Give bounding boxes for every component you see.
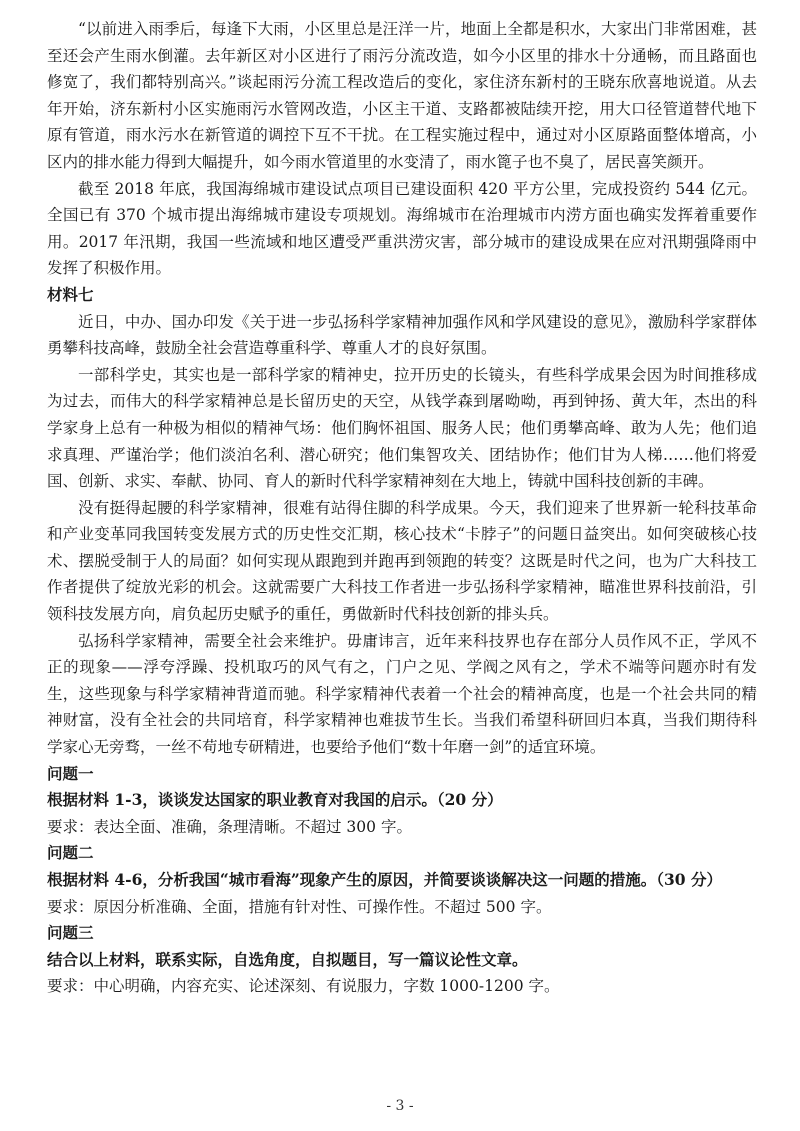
question-1-requirement: 要求：表达全面、准确，条理清晰。不超过 300 字。 xyxy=(47,817,412,836)
question-2-requirement: 要求：原因分析准确、全面，措施有针对性、可操作性。不超过 500 字。 xyxy=(47,897,552,916)
question-3-prompt: 结合以上材料，联系实际，自选角度，自拟题目，写一篇议论性文章。 xyxy=(47,949,528,969)
material-7-heading: 材料七 xyxy=(47,284,94,304)
material-7-paragraph: 弘扬科学家精神，需要全社会来维护。毋庸讳言，近年来科技界也存在部分人员作风不正，学风不正的现象——浮夸浮躁、投机取巧的风气有之，门户之见、学阀之风有之，学术不端等问题亦时有发生，这些现象与科学家精神背道而驰。科学家精神代表着一个社会的精神高度，也是一个社会共同的精神财富，没有全社会的共同培育，科学家精神也难拔节生长。当我们希望科研回归本真，当我们期待科学家心无旁骛，一丝不苟地专研精进，也要给予他们“数十年磨一剑”的适宜环境。 xyxy=(47,631,757,757)
material-7-paragraph: 没有挺得起腰的科学家精神，很难有站得住脚的科学成果。今天，我们迎来了世界新一轮科技革命和产业变革同我国转变发展方式的历史性交汇期，核心技术“卡脖子”的问题日益突出。如何突破核心技术、摆脱受制于人的局面？如何实现从跟跑到并跑再到领跑的转变？这既是时代之问，也为广大科技工作者提供了绽放光彩的机会。这就需要广大科技工作者进一步弘扬科学家精神，瞄准世界科技前沿，引领科技发展方向，肩负起历史赋予的重任，勇做新时代科技创新的排头兵。 xyxy=(47,498,757,624)
page-number: - 3 - xyxy=(386,1098,414,1114)
question-2-prompt: 根据材料 4-6，分析我国“城市看海”现象产生的原因，并简要谈谈解决这一问题的措施。（30 分） xyxy=(47,870,722,889)
document-page xyxy=(47,16,757,1000)
question-2-heading: 问题二 xyxy=(47,843,94,863)
question-1-heading: 问题一 xyxy=(47,763,94,783)
question-3-heading: 问题三 xyxy=(47,923,94,943)
material-7-paragraph: 一部科学史，其实也是一部科学家的精神史，拉开历史的长镜头，有些科学成果会因为时间推移成为过去，而伟大的科学家精神总是长留历史的天空，从钱学森到屠呦呦，再到钟扬、黄大年，杰出的科学家身上总有一种极为相似的精神气场：他们胸怀祖国、服务人民；他们勇攀高峰、敢为人先；他们追求真理、严谨治学；他们淡泊名利、潜心研究；他们集智攻关、团结协作；他们甘为人梯……他们将爱国、创新、求实、奉献、协同、育人的新时代科学家精神刻在大地上，铸就中国科技创新的丰碑。 xyxy=(47,365,757,491)
paragraph-residents-quote: “以前进入雨季后，每逢下大雨，小区里总是汪洋一片，地面上全都是积水，大家出门非常困难，甚至还会产生雨水倒灌。去年新区对小区进行了雨污分流改造，如今小区里的排水十分通畅，而且路面也修宽了，我们都特别高兴。”谈起雨污分流工程改造后的变化，家住济东新村的王晓东欣喜地说道。从去年开始，济东新村小区实施雨污水管网改造，小区主干道、支路都被陆续开挖，用大口径管道替代地下原有管道，雨水污水在新管道的调控下互不干扰。在工程实施过程中，通过对小区原路面整体增高，小区内的排水能力得到大幅提升，如今雨水管道里的水变清了，雨水篦子也不臭了，居民喜笑颜开。 xyxy=(47,20,757,171)
question-3-requirement: 要求：中心明确，内容充实、论述深刻、有说服力，字数 1000-1200 字。 xyxy=(47,977,560,996)
paragraph-sponge-city-stats: 截至 2018 年底，我国海绵城市建设试点项目已建设面积 420 平方公里，完成投资约 544 亿元。全国已有 370 个城市提出海绵城市建设专项规划。海绵城市在治理城市内涝方面也确实发挥着重要作用。2017 年汛期，我国一些流域和地区遭受严重洪涝灾害，部分城市的建设成果在应对汛期强降雨中发挥了积极作用。 xyxy=(47,179,757,278)
question-1-prompt: 根据材料 1-3，谈谈发达国家的职业教育对我国的启示。（20 分） xyxy=(47,790,503,810)
material-7-paragraph: 近日，中办、国办印发《关于进一步弘扬科学家精神加强作风和学风建设的意见》，激励科学家群体勇攀科技高峰，鼓励全社会营造尊重科学、尊重人才的良好氛围。 xyxy=(47,312,757,358)
